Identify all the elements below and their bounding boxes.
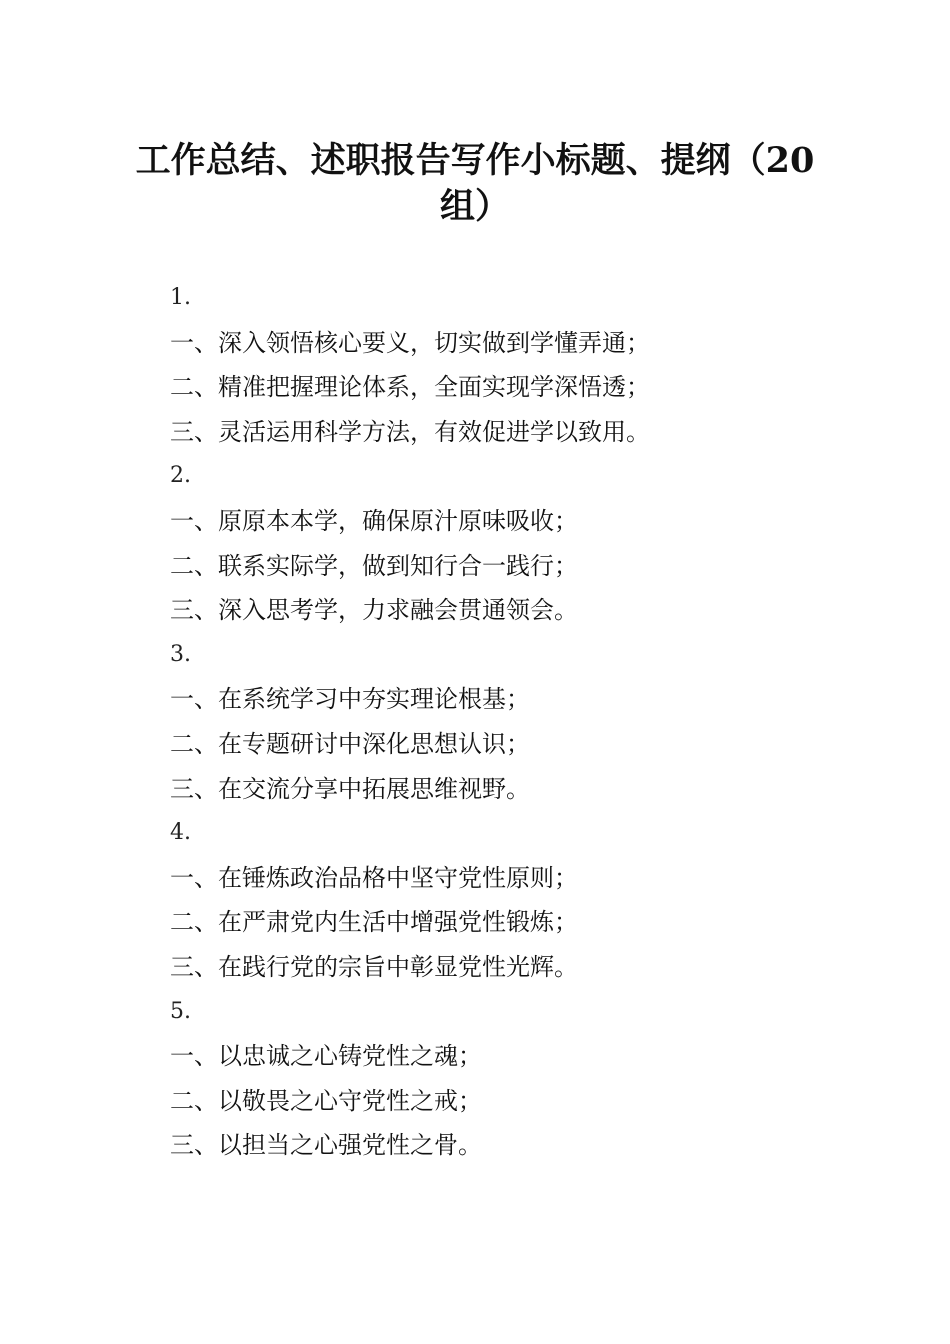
outline-item: 一、在系统学习中夯实理论根基； <box>170 685 530 714</box>
outline-group-3 <box>170 640 870 818</box>
outline-list <box>170 283 870 1175</box>
outline-item: 二、以敬畏之心守党性之戒； <box>170 1086 482 1115</box>
outline-item: 三、灵活运用科学方法，有效促进学以致用。 <box>170 417 650 446</box>
document-title-line-1: 工作总结、述职报告写作小标题、提纲（20 <box>135 140 815 181</box>
outline-item: 二、联系实际学，做到知行合一践行； <box>170 551 578 580</box>
outline-item: 三、以担当之心强党性之骨。 <box>170 1131 482 1160</box>
outline-item: 三、在践行党的宗旨中彰显党性光辉。 <box>170 952 578 981</box>
outline-item: 一、以忠诚之心铸党性之魂； <box>170 1042 482 1071</box>
outline-group-2 <box>170 461 870 639</box>
outline-group-5 <box>170 997 870 1175</box>
outline-item: 三、在交流分享中拓展思维视野。 <box>170 774 530 803</box>
outline-item: 一、深入领悟核心要义，切实做到学懂弄通； <box>170 328 650 357</box>
outline-group-1 <box>170 283 870 461</box>
group-number: 2. <box>170 463 191 489</box>
group-number: 4. <box>170 820 191 846</box>
group-number: 3. <box>170 641 191 667</box>
outline-item: 一、在锤炼政治品格中坚守党性原则； <box>170 863 578 892</box>
outline-item: 一、原原本本学，确保原汁原味吸收； <box>170 506 578 535</box>
outline-item: 二、在专题研讨中深化思想认识； <box>170 729 530 758</box>
group-number: 1. <box>170 285 191 310</box>
outline-item: 二、精准把握理论体系，全面实现学深悟透； <box>170 373 650 402</box>
document-title-line-2: 组） <box>439 186 510 227</box>
document-title <box>130 138 820 230</box>
outline-group-4 <box>170 818 870 996</box>
group-number: 5. <box>170 998 191 1024</box>
outline-item: 三、深入思考学，力求融会贯通领会。 <box>170 596 578 625</box>
outline-item: 二、在严肃党内生活中增强党性锻炼； <box>170 908 578 937</box>
